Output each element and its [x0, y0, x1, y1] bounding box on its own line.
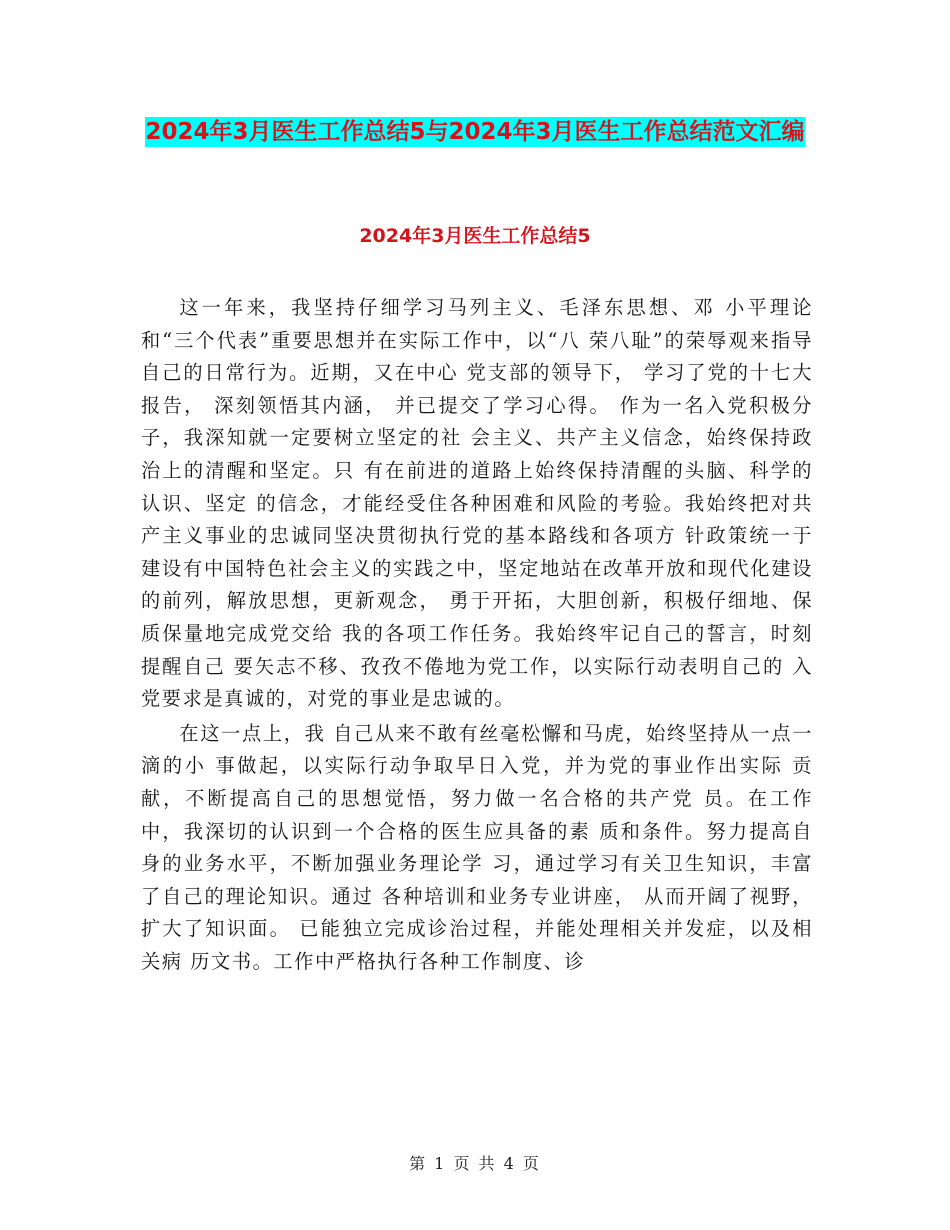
body-paragraph-2: 在这一点上，我 自己从来不敢有丝毫松懈和马虎，始终坚持从一点一滴的小 事做起，以实际行动争取早日入党，并为党的事业作出实际 贡献，不断提高自己的思想觉悟，努力做一名合格的共产党 员。在工作中，我深切的认识到一个合格的医生应具备的素 质和条件。努力提高自身的业务水平，不断加强业务理论学 习，通过学习有关卫生知识，丰富了自己的理论知识。通过 各种培训和业务专业讲座， 从而开阔了视野， 扩大了知识面。 已能独立完成诊治过程，并能处理相关并发症，以及相关病 历文书。工作中严格执行各种工作制度、诊 — [141, 721, 813, 973]
document-title — [140, 108, 810, 157]
section-title: 2024年3月医生工作总结5 — [359, 225, 591, 247]
document-body — [141, 292, 813, 980]
document-title-text: 2024年3月医生工作总结5与2024年3月医生工作总结范文汇编 — [145, 119, 805, 145]
page-number-footer: 第 1 页 共 4 页 — [409, 1154, 541, 1173]
body-paragraph-1: 这一年来，我坚持仔细学习马列主义、毛泽东思想、邓 小平理论和“三个代表”重要思想并在实际工作中，以“八 荣八耻”的荣辱观来指导自己的日常行为。近期，又在中心 党支部的领导下， 学习了党的十七大报告， 深刻领悟其内涵， 并已提交了学习心得。 作为一名入党积极分子，我深知就一定要树立坚定的社 会主义、共产主义信念，始终保持政治上的清醒和坚定。只 有在前进的道路上始终保持清醒的头脑、科学的认识、坚定 的信念，才能经受住各种困难和风险的考验。我始终把对共 产主义事业的忠诚同坚决贯彻执行党的基本路线和各项方 针政策统一于建设有中国特色社会主义的实践之中，坚定地站在改革开放和现代化建设的前列，解放思想，更新观念， 勇于开拓，大胆创新，积极仔细地、保质保量地完成党交给 我的各项工作任务。我始终牢记自己的誓言，时刻提醒自己 要矢志不移、孜孜不倦地为党工作，以实际行动表明自己的 入党要求是真诚的，对党的事业是忠诚的。 — [141, 296, 814, 711]
